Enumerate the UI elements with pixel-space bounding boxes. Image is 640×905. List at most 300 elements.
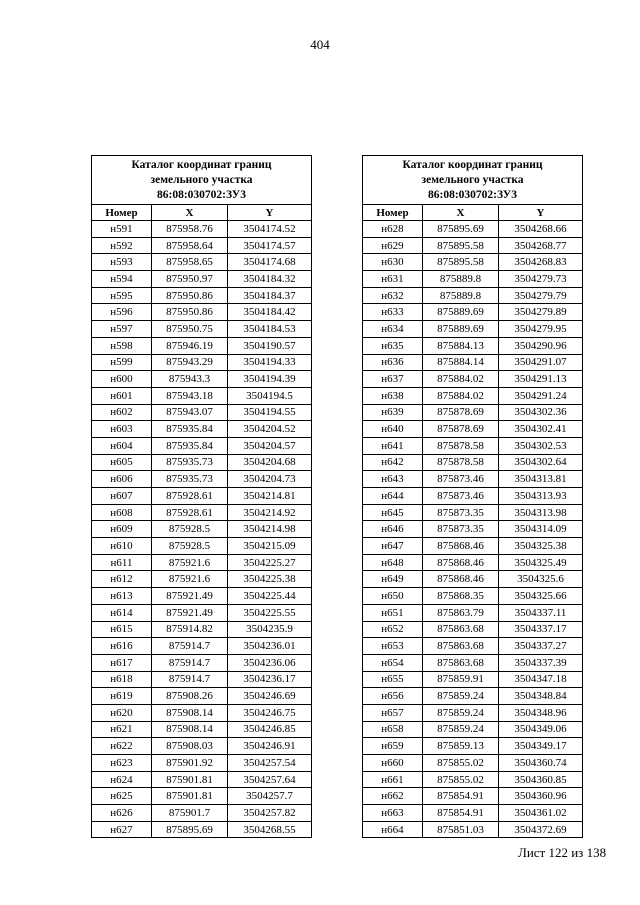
- y-coordinate-cell: 3504291.07: [499, 354, 583, 371]
- point-number-cell: н622: [92, 738, 152, 755]
- x-coordinate-cell: 875878.58: [423, 437, 499, 454]
- x-coordinate-cell: 875914.7: [152, 654, 228, 671]
- table-row: [92, 538, 312, 555]
- x-coordinate-cell: 875854.91: [423, 805, 499, 822]
- point-number-cell: н611: [92, 554, 152, 571]
- table-row: [92, 454, 312, 471]
- table-row: [363, 704, 583, 721]
- y-coordinate-cell: 3504349.06: [499, 721, 583, 738]
- x-coordinate-cell: 875889.8: [423, 271, 499, 288]
- y-coordinate-cell: 3504236.01: [228, 638, 312, 655]
- y-coordinate-cell: 3504325.66: [499, 588, 583, 605]
- point-number-cell: н630: [363, 254, 423, 271]
- point-number-cell: н631: [363, 271, 423, 288]
- y-coordinate-cell: 3504214.81: [228, 488, 312, 505]
- x-coordinate-cell: 875889.69: [423, 321, 499, 338]
- table-row: [92, 304, 312, 321]
- y-coordinate-cell: 3504246.91: [228, 738, 312, 755]
- x-coordinate-cell: 875958.65: [152, 254, 228, 271]
- table-title-line: 86:08:030702:ЗУ3: [428, 188, 517, 201]
- point-number-cell: н612: [92, 571, 152, 588]
- table-row: [92, 604, 312, 621]
- table-row: [92, 671, 312, 688]
- y-coordinate-cell: 3504313.93: [499, 488, 583, 505]
- y-coordinate-cell: 3504337.27: [499, 638, 583, 655]
- point-number-cell: н610: [92, 538, 152, 555]
- y-coordinate-cell: 3504325.38: [499, 538, 583, 555]
- point-number-cell: н652: [363, 621, 423, 638]
- point-number-cell: н646: [363, 521, 423, 538]
- y-coordinate-cell: 3504337.17: [499, 621, 583, 638]
- y-coordinate-cell: 3504184.32: [228, 271, 312, 288]
- x-coordinate-cell: 875863.68: [423, 638, 499, 655]
- point-number-cell: н595: [92, 287, 152, 304]
- x-coordinate-cell: 875863.68: [423, 621, 499, 638]
- point-number-cell: н627: [92, 821, 152, 838]
- point-number-cell: н628: [363, 221, 423, 238]
- y-coordinate-cell: 3504348.84: [499, 688, 583, 705]
- x-coordinate-cell: 875921.49: [152, 604, 228, 621]
- point-number-cell: н650: [363, 588, 423, 605]
- table-row: [363, 304, 583, 321]
- point-number-cell: н594: [92, 271, 152, 288]
- y-coordinate-cell: 3504313.98: [499, 504, 583, 521]
- point-number-cell: н651: [363, 604, 423, 621]
- point-number-cell: н596: [92, 304, 152, 321]
- x-coordinate-cell: 875873.35: [423, 504, 499, 521]
- sheet-counter: Лист 122 из 138: [518, 845, 607, 860]
- table-row: [363, 521, 583, 538]
- coordinates-table-right: [362, 155, 583, 838]
- y-coordinate-cell: 3504214.92: [228, 504, 312, 521]
- point-number-cell: н642: [363, 454, 423, 471]
- x-coordinate-cell: 875901.81: [152, 788, 228, 805]
- x-coordinate-cell: 875921.6: [152, 554, 228, 571]
- x-coordinate-cell: 875859.91: [423, 671, 499, 688]
- table-row: [363, 671, 583, 688]
- x-coordinate-cell: 875854.91: [423, 788, 499, 805]
- table-row: [92, 271, 312, 288]
- x-coordinate-cell: 875958.76: [152, 221, 228, 238]
- table-row: [363, 237, 583, 254]
- table-title-line: Каталог координат границ: [131, 158, 272, 171]
- point-number-cell: н640: [363, 421, 423, 438]
- y-coordinate-cell: 3504174.68: [228, 254, 312, 271]
- x-coordinate-cell: 875950.86: [152, 304, 228, 321]
- point-number-cell: н609: [92, 521, 152, 538]
- x-coordinate-cell: 875908.26: [152, 688, 228, 705]
- x-coordinate-cell: 875889.8: [423, 287, 499, 304]
- y-coordinate-cell: 3504246.69: [228, 688, 312, 705]
- point-number-cell: н615: [92, 621, 152, 638]
- x-coordinate-cell: 875908.14: [152, 721, 228, 738]
- column-header-x: X: [423, 205, 499, 221]
- table-row: [363, 821, 583, 838]
- x-coordinate-cell: 875935.73: [152, 471, 228, 488]
- point-number-cell: н592: [92, 237, 152, 254]
- point-number-cell: н624: [92, 771, 152, 788]
- table-row: [92, 337, 312, 354]
- table-row: [92, 654, 312, 671]
- y-coordinate-cell: 3504302.64: [499, 454, 583, 471]
- table-title-line: Каталог координат границ: [402, 158, 543, 171]
- x-coordinate-cell: 875950.97: [152, 271, 228, 288]
- column-header-number: Номер: [92, 205, 152, 221]
- table-row: [92, 821, 312, 838]
- point-number-cell: н633: [363, 304, 423, 321]
- table-row: [363, 588, 583, 605]
- y-coordinate-cell: 3504174.57: [228, 237, 312, 254]
- point-number-cell: н664: [363, 821, 423, 838]
- point-number-cell: н601: [92, 387, 152, 404]
- point-number-cell: н593: [92, 254, 152, 271]
- x-coordinate-cell: 875873.46: [423, 488, 499, 505]
- point-number-cell: н629: [363, 237, 423, 254]
- y-coordinate-cell: 3504257.54: [228, 755, 312, 772]
- table-row: [92, 237, 312, 254]
- table-row: [92, 554, 312, 571]
- point-number-cell: н618: [92, 671, 152, 688]
- y-coordinate-cell: 3504302.36: [499, 404, 583, 421]
- y-coordinate-cell: 3504347.18: [499, 671, 583, 688]
- x-coordinate-cell: 875863.79: [423, 604, 499, 621]
- y-coordinate-cell: 3504360.85: [499, 771, 583, 788]
- table-row: [92, 471, 312, 488]
- point-number-cell: н663: [363, 805, 423, 822]
- x-coordinate-cell: 875873.35: [423, 521, 499, 538]
- table-row: [92, 371, 312, 388]
- table-row: [92, 755, 312, 772]
- point-number-cell: н636: [363, 354, 423, 371]
- y-coordinate-cell: 3504184.37: [228, 287, 312, 304]
- y-coordinate-cell: 3504361.02: [499, 805, 583, 822]
- table-row: [363, 788, 583, 805]
- y-coordinate-cell: 3504204.57: [228, 437, 312, 454]
- point-number-cell: н655: [363, 671, 423, 688]
- y-coordinate-cell: 3504257.64: [228, 771, 312, 788]
- x-coordinate-cell: 875868.46: [423, 554, 499, 571]
- table-row: [363, 287, 583, 304]
- x-coordinate-cell: 875859.24: [423, 721, 499, 738]
- y-coordinate-cell: 3504372.69: [499, 821, 583, 838]
- x-coordinate-cell: 875884.13: [423, 337, 499, 354]
- x-coordinate-cell: 875868.35: [423, 588, 499, 605]
- x-coordinate-cell: 875859.24: [423, 704, 499, 721]
- x-coordinate-cell: 875884.14: [423, 354, 499, 371]
- x-coordinate-cell: 875889.69: [423, 304, 499, 321]
- x-coordinate-cell: 875895.69: [152, 821, 228, 838]
- y-coordinate-cell: 3504174.52: [228, 221, 312, 238]
- y-coordinate-cell: 3504337.11: [499, 604, 583, 621]
- x-coordinate-cell: 875908.03: [152, 738, 228, 755]
- table-row: [363, 404, 583, 421]
- table-row: [92, 721, 312, 738]
- y-coordinate-cell: 3504236.17: [228, 671, 312, 688]
- table-row: [363, 688, 583, 705]
- point-number-cell: н623: [92, 755, 152, 772]
- table-row: [92, 805, 312, 822]
- point-number-cell: н644: [363, 488, 423, 505]
- table-row: [92, 488, 312, 505]
- point-number-cell: н608: [92, 504, 152, 521]
- table-row: [92, 287, 312, 304]
- x-coordinate-cell: 875943.3: [152, 371, 228, 388]
- x-coordinate-cell: 875855.02: [423, 755, 499, 772]
- y-coordinate-cell: 3504291.13: [499, 371, 583, 388]
- x-coordinate-cell: 875895.58: [423, 254, 499, 271]
- x-coordinate-cell: 875859.13: [423, 738, 499, 755]
- y-coordinate-cell: 3504214.98: [228, 521, 312, 538]
- table-row: [92, 437, 312, 454]
- y-coordinate-cell: 3504194.39: [228, 371, 312, 388]
- point-number-cell: н638: [363, 387, 423, 404]
- table-title-line: земельного участка: [421, 173, 524, 186]
- y-coordinate-cell: 3504268.83: [499, 254, 583, 271]
- x-coordinate-cell: 875878.58: [423, 454, 499, 471]
- table-row: [92, 321, 312, 338]
- y-coordinate-cell: 3504204.68: [228, 454, 312, 471]
- x-coordinate-cell: 875928.61: [152, 504, 228, 521]
- table-row: [363, 554, 583, 571]
- point-number-cell: н635: [363, 337, 423, 354]
- table-row: [363, 488, 583, 505]
- point-number-cell: н625: [92, 788, 152, 805]
- x-coordinate-cell: 875855.02: [423, 771, 499, 788]
- table-row: [363, 421, 583, 438]
- y-coordinate-cell: 3504194.55: [228, 404, 312, 421]
- y-coordinate-cell: 3504235.9: [228, 621, 312, 638]
- y-coordinate-cell: 3504348.96: [499, 704, 583, 721]
- x-coordinate-cell: 875901.7: [152, 805, 228, 822]
- point-number-cell: н620: [92, 704, 152, 721]
- table-row: [92, 688, 312, 705]
- table-row: [363, 254, 583, 271]
- table-row: [92, 221, 312, 238]
- point-number-cell: н647: [363, 538, 423, 555]
- table-row: [363, 504, 583, 521]
- y-coordinate-cell: 3504337.39: [499, 654, 583, 671]
- table-row: [363, 771, 583, 788]
- y-coordinate-cell: 3504268.77: [499, 237, 583, 254]
- table-row: [92, 421, 312, 438]
- x-coordinate-cell: 875914.7: [152, 671, 228, 688]
- x-coordinate-cell: 875935.84: [152, 421, 228, 438]
- table-row: [92, 571, 312, 588]
- point-number-cell: н591: [92, 221, 152, 238]
- table-body: [363, 221, 583, 838]
- point-number-cell: н657: [363, 704, 423, 721]
- y-coordinate-cell: 3504184.53: [228, 321, 312, 338]
- y-coordinate-cell: 3504290.96: [499, 337, 583, 354]
- x-coordinate-cell: 875943.07: [152, 404, 228, 421]
- x-coordinate-cell: 875928.5: [152, 538, 228, 555]
- x-coordinate-cell: 875950.75: [152, 321, 228, 338]
- x-coordinate-cell: 875895.69: [423, 221, 499, 238]
- point-number-cell: н634: [363, 321, 423, 338]
- table-row: [363, 571, 583, 588]
- y-coordinate-cell: 3504184.42: [228, 304, 312, 321]
- y-coordinate-cell: 3504291.24: [499, 387, 583, 404]
- x-coordinate-cell: 875935.84: [152, 437, 228, 454]
- y-coordinate-cell: 3504225.44: [228, 588, 312, 605]
- point-number-cell: н616: [92, 638, 152, 655]
- x-coordinate-cell: 875946.19: [152, 337, 228, 354]
- y-coordinate-cell: 3504246.85: [228, 721, 312, 738]
- y-coordinate-cell: 3504279.95: [499, 321, 583, 338]
- point-number-cell: н597: [92, 321, 152, 338]
- y-coordinate-cell: 3504194.33: [228, 354, 312, 371]
- y-coordinate-cell: 3504349.17: [499, 738, 583, 755]
- table-row: [363, 604, 583, 621]
- table-row: [92, 771, 312, 788]
- table-row: [363, 654, 583, 671]
- point-number-cell: н643: [363, 471, 423, 488]
- y-coordinate-cell: 3504190.57: [228, 337, 312, 354]
- table-title: [363, 156, 583, 205]
- y-coordinate-cell: 3504194.5: [228, 387, 312, 404]
- point-number-cell: н654: [363, 654, 423, 671]
- table-row: [92, 504, 312, 521]
- table-row: [92, 254, 312, 271]
- y-coordinate-cell: 3504314.09: [499, 521, 583, 538]
- y-coordinate-cell: 3504257.7: [228, 788, 312, 805]
- table-row: [92, 588, 312, 605]
- y-coordinate-cell: 3504360.74: [499, 755, 583, 772]
- y-coordinate-cell: 3504215.09: [228, 538, 312, 555]
- table-title-line: земельного участка: [150, 173, 253, 186]
- point-number-cell: н639: [363, 404, 423, 421]
- x-coordinate-cell: 875868.46: [423, 571, 499, 588]
- x-coordinate-cell: 875958.64: [152, 237, 228, 254]
- point-number-cell: н599: [92, 354, 152, 371]
- point-number-cell: н637: [363, 371, 423, 388]
- x-coordinate-cell: 875901.92: [152, 755, 228, 772]
- point-number-cell: н604: [92, 437, 152, 454]
- table-row: [363, 354, 583, 371]
- table-row: [92, 738, 312, 755]
- x-coordinate-cell: 875908.14: [152, 704, 228, 721]
- x-coordinate-cell: 875921.49: [152, 588, 228, 605]
- table-row: [92, 704, 312, 721]
- table-row: [363, 755, 583, 772]
- y-coordinate-cell: 3504257.82: [228, 805, 312, 822]
- y-coordinate-cell: 3504325.6: [499, 571, 583, 588]
- y-coordinate-cell: 3504313.81: [499, 471, 583, 488]
- table-row: [363, 271, 583, 288]
- point-number-cell: н619: [92, 688, 152, 705]
- point-number-cell: н649: [363, 571, 423, 588]
- point-number-cell: н602: [92, 404, 152, 421]
- table-row: [363, 738, 583, 755]
- table-row: [92, 354, 312, 371]
- x-coordinate-cell: 875943.29: [152, 354, 228, 371]
- point-number-cell: н661: [363, 771, 423, 788]
- x-coordinate-cell: 875878.69: [423, 404, 499, 421]
- y-coordinate-cell: 3504204.52: [228, 421, 312, 438]
- point-number-cell: н606: [92, 471, 152, 488]
- y-coordinate-cell: 3504279.73: [499, 271, 583, 288]
- table-row: [363, 538, 583, 555]
- x-coordinate-cell: 875895.58: [423, 237, 499, 254]
- table-row: [363, 321, 583, 338]
- y-coordinate-cell: 3504279.79: [499, 287, 583, 304]
- point-number-cell: н621: [92, 721, 152, 738]
- table-row: [363, 721, 583, 738]
- table-row: [92, 521, 312, 538]
- x-coordinate-cell: 875863.68: [423, 654, 499, 671]
- column-header-x: X: [152, 205, 228, 221]
- point-number-cell: н632: [363, 287, 423, 304]
- table-row: [363, 621, 583, 638]
- x-coordinate-cell: 875884.02: [423, 371, 499, 388]
- page-number: 404: [310, 37, 330, 52]
- table-row: [92, 621, 312, 638]
- table-title-line: 86:08:030702:ЗУ3: [157, 188, 246, 201]
- x-coordinate-cell: 875859.24: [423, 688, 499, 705]
- point-number-cell: н626: [92, 805, 152, 822]
- table-row: [363, 337, 583, 354]
- point-number-cell: н600: [92, 371, 152, 388]
- x-coordinate-cell: 875914.82: [152, 621, 228, 638]
- column-header-y: Y: [499, 205, 583, 221]
- table-body: [92, 221, 312, 838]
- x-coordinate-cell: 875878.69: [423, 421, 499, 438]
- y-coordinate-cell: 3504268.55: [228, 821, 312, 838]
- table-row: [363, 454, 583, 471]
- x-coordinate-cell: 875884.02: [423, 387, 499, 404]
- x-coordinate-cell: 875851.03: [423, 821, 499, 838]
- y-coordinate-cell: 3504302.41: [499, 421, 583, 438]
- y-coordinate-cell: 3504225.38: [228, 571, 312, 588]
- table-row: [92, 404, 312, 421]
- point-number-cell: н613: [92, 588, 152, 605]
- column-header-number: Номер: [363, 205, 423, 221]
- point-number-cell: н648: [363, 554, 423, 571]
- point-number-cell: н607: [92, 488, 152, 505]
- coordinates-table-left: [91, 155, 312, 838]
- y-coordinate-cell: 3504325.49: [499, 554, 583, 571]
- x-coordinate-cell: 875914.7: [152, 638, 228, 655]
- x-coordinate-cell: 875868.46: [423, 538, 499, 555]
- x-coordinate-cell: 875928.5: [152, 521, 228, 538]
- table-row: [363, 221, 583, 238]
- point-number-cell: н641: [363, 437, 423, 454]
- y-coordinate-cell: 3504225.55: [228, 604, 312, 621]
- point-number-cell: н617: [92, 654, 152, 671]
- point-number-cell: н656: [363, 688, 423, 705]
- table-row: [363, 371, 583, 388]
- point-number-cell: н662: [363, 788, 423, 805]
- point-number-cell: н659: [363, 738, 423, 755]
- table-row: [363, 437, 583, 454]
- y-coordinate-cell: 3504204.73: [228, 471, 312, 488]
- y-coordinate-cell: 3504246.75: [228, 704, 312, 721]
- table-row: [92, 788, 312, 805]
- point-number-cell: н653: [363, 638, 423, 655]
- column-header-y: Y: [228, 205, 312, 221]
- point-number-cell: н660: [363, 755, 423, 772]
- table-row: [363, 471, 583, 488]
- table-title: [92, 156, 312, 205]
- x-coordinate-cell: 875873.46: [423, 471, 499, 488]
- y-coordinate-cell: 3504360.96: [499, 788, 583, 805]
- point-number-cell: н605: [92, 454, 152, 471]
- x-coordinate-cell: 875935.73: [152, 454, 228, 471]
- y-coordinate-cell: 3504268.66: [499, 221, 583, 238]
- x-coordinate-cell: 875921.6: [152, 571, 228, 588]
- table-row: [363, 638, 583, 655]
- y-coordinate-cell: 3504279.89: [499, 304, 583, 321]
